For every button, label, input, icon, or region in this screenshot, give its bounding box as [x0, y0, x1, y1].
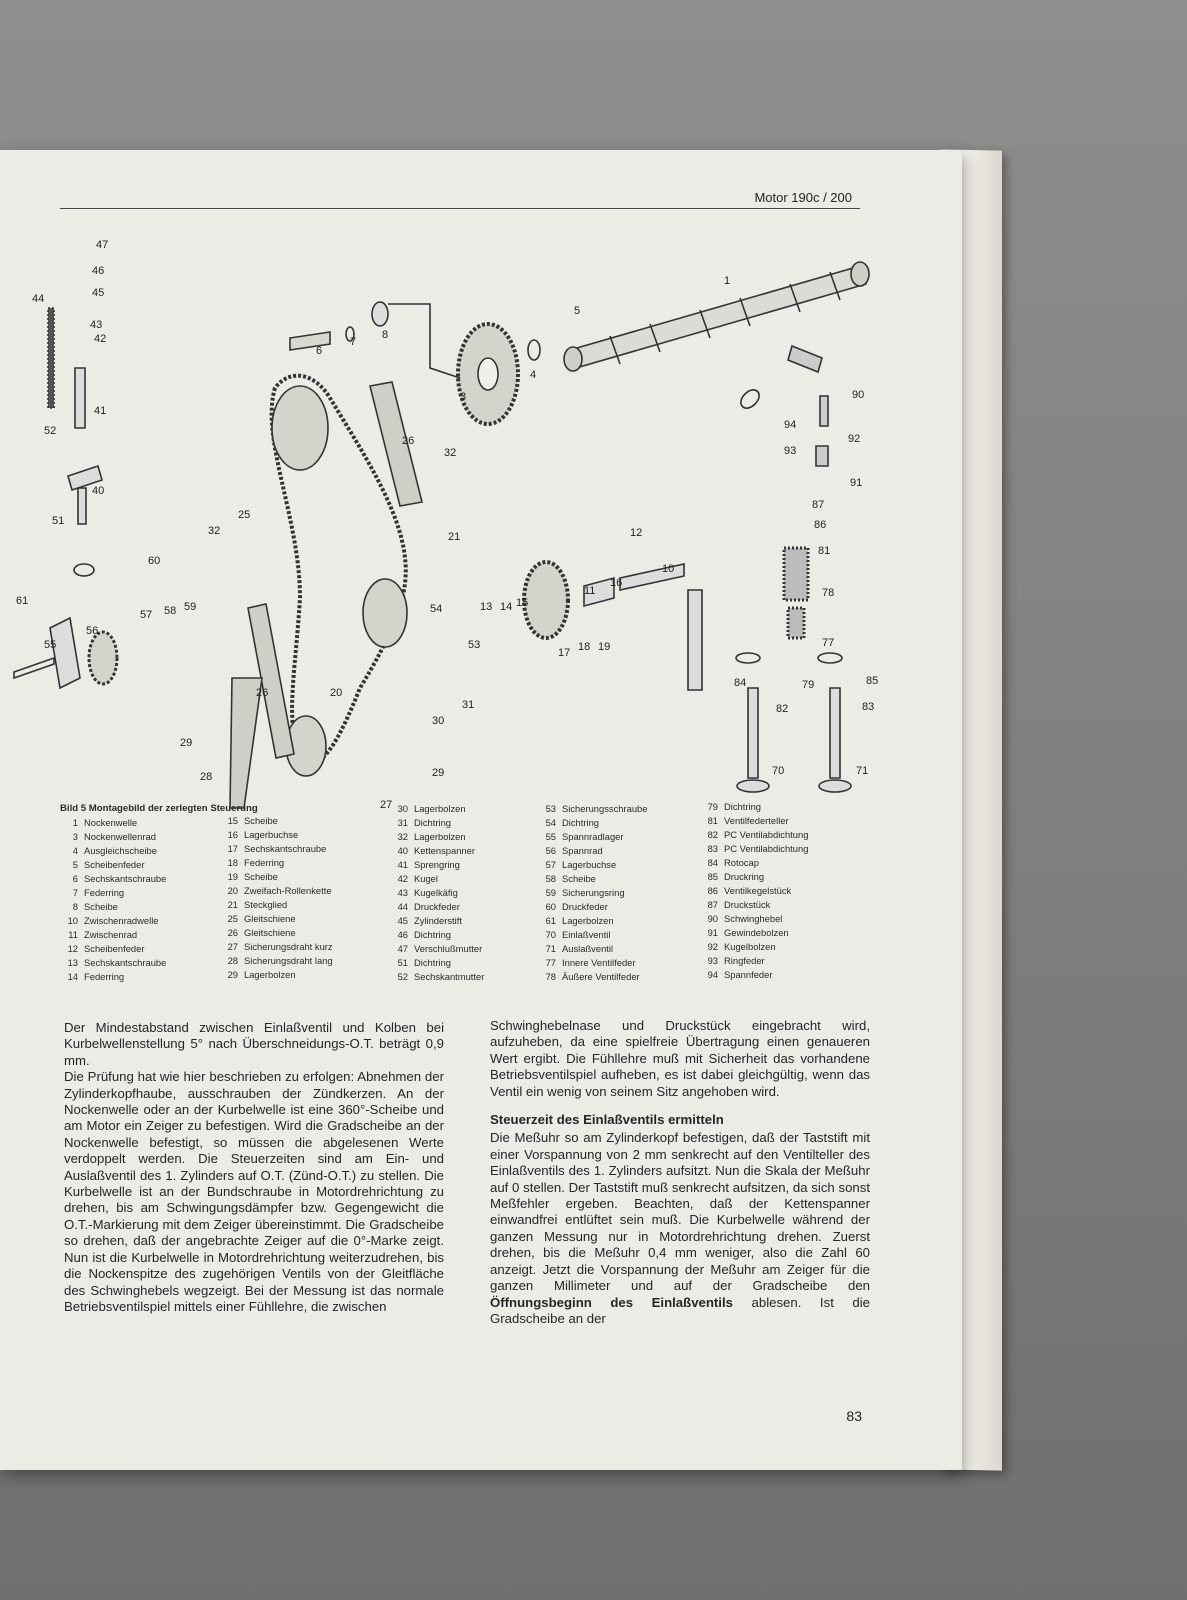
- legend-item-label: Spannradlager: [562, 831, 624, 842]
- svg-text:42: 42: [94, 333, 107, 345]
- legend-item-number: 8: [72, 901, 78, 912]
- legend-item: [700, 968, 808, 982]
- svg-text:58: 58: [164, 605, 177, 617]
- legend-item: [390, 816, 484, 830]
- legend-item-label: Dichtring: [414, 817, 451, 828]
- legend-item-number: 92: [707, 941, 718, 952]
- svg-text:26: 26: [402, 435, 415, 447]
- legend-item-label: Lagerbuchse: [244, 829, 299, 840]
- valve-illustration: [737, 688, 851, 792]
- legend-item: [700, 828, 808, 842]
- legend-item: [60, 970, 166, 984]
- legend-item: [220, 898, 333, 912]
- legend-item-number: 70: [545, 929, 556, 940]
- svg-text:53: 53: [468, 639, 481, 651]
- legend-item: [700, 912, 808, 926]
- legend-item-label: Sprengring: [414, 859, 460, 870]
- legend-item: [220, 912, 333, 926]
- legend-item: [60, 844, 166, 858]
- legend-item-label: Kugelkäfig: [414, 887, 458, 898]
- legend-item-label: Sechskantschraube: [244, 843, 327, 854]
- legend-item: [700, 842, 808, 856]
- legend-item-label: Lagerbolzen: [414, 831, 466, 842]
- legend-item: [700, 870, 808, 884]
- legend-item: [538, 830, 647, 844]
- legend-item-label: Äußere Ventilfeder: [562, 971, 640, 982]
- legend-item: [538, 914, 647, 928]
- legend-item: [390, 886, 484, 900]
- legend-item-number: 81: [707, 815, 718, 826]
- legend-item: [538, 942, 647, 956]
- svg-text:61: 61: [16, 595, 29, 607]
- legend-item-number: 61: [545, 915, 556, 926]
- legend-item-label: Ventilkegelstück: [724, 885, 792, 896]
- svg-text:94: 94: [784, 419, 797, 431]
- legend-item: [538, 970, 647, 984]
- svg-text:46: 46: [92, 265, 105, 277]
- legend-item: [700, 898, 808, 912]
- legend-item-number: 43: [397, 887, 408, 898]
- legend-item: [60, 900, 166, 914]
- svg-text:4: 4: [530, 369, 537, 381]
- legend-item-label: Sechskantschraube: [84, 873, 167, 884]
- legend-column-5: [700, 800, 808, 982]
- body-paragraph: Der Mindestabstand zwischen Einlaßventil und Kolben bei Kurbelwellenstellung 5° nach Überschneidungs-O.T. beträgt 0,9 mm.: [64, 1020, 444, 1068]
- svg-text:82: 82: [776, 703, 789, 715]
- legend-item-number: 82: [707, 829, 718, 840]
- body-paragraph: [490, 1130, 870, 1327]
- legend-item-number: 54: [545, 817, 556, 828]
- legend-item: [390, 942, 484, 956]
- svg-text:17: 17: [558, 647, 571, 659]
- svg-text:18: 18: [578, 641, 591, 653]
- legend-item-number: 42: [397, 873, 408, 884]
- legend-item-label: Kettenspanner: [414, 845, 475, 856]
- legend-item: [538, 844, 647, 858]
- legend-item: [538, 816, 647, 830]
- legend-item: [220, 954, 333, 968]
- body-paragraph: Schwinghebelnase und Druckstück eingebracht wird, aufzuheben, da eine spielfreie Übertragung einen genaueren Wert ergibt. Die Fühllehre muß mit Sicherheit das vorhandene Betriebsventilspiel aufheben, es ist dabei gleichgültig, wenn das Ventil ein wenig von seinem Sitz angehoben wird.: [490, 1018, 870, 1099]
- legend-item-label: PC Ventilabdichtung: [724, 829, 809, 840]
- legend-item-label: Sicherungsdraht lang: [244, 955, 333, 966]
- legend-item-label: Kugel: [414, 873, 438, 884]
- legend-item: [220, 884, 333, 898]
- legend-item-number: 6: [72, 873, 78, 884]
- legend-item-label: Zwischenrad: [84, 929, 138, 940]
- svg-text:93: 93: [784, 445, 797, 457]
- legend-item-label: Dichtring: [414, 929, 451, 940]
- legend-item-label: Sicherungsschraube: [562, 803, 648, 814]
- legend-item-number: 41: [397, 859, 408, 870]
- legend-item-number: 21: [227, 899, 238, 910]
- svg-text:5: 5: [574, 305, 581, 317]
- legend-item-label: Nockenwellenrad: [84, 831, 156, 842]
- legend-item: [220, 968, 333, 982]
- legend-item: [390, 802, 484, 816]
- svg-text:92: 92: [848, 433, 861, 445]
- legend-item-number: 52: [397, 971, 408, 982]
- svg-text:6: 6: [316, 345, 323, 357]
- bold-phrase: Öffnungsbeginn des Einlaßventils: [490, 1294, 733, 1310]
- svg-text:77: 77: [822, 637, 835, 649]
- legend-item-number: 91: [707, 927, 718, 938]
- svg-text:30: 30: [432, 715, 445, 727]
- legend-item: [60, 942, 166, 956]
- legend-item-label: Sicherungsdraht kurz: [244, 941, 333, 952]
- legend-item: [390, 928, 484, 942]
- legend-item: [700, 800, 808, 814]
- legend-item-number: 46: [397, 929, 408, 940]
- svg-text:86: 86: [814, 519, 827, 531]
- legend-item-number: 5: [72, 859, 78, 870]
- legend-item-label: Federring: [84, 887, 125, 898]
- legend-item-label: Lagerbuchse: [562, 859, 617, 870]
- legend-item: [390, 858, 484, 872]
- legend-item-label: Scheibe: [562, 873, 596, 884]
- svg-text:54: 54: [430, 603, 443, 615]
- legend-item-label: Schwinghebel: [724, 913, 783, 924]
- legend-item: [538, 956, 647, 970]
- legend-item-label: Lagerbolzen: [562, 915, 614, 926]
- legend-item: [390, 914, 484, 928]
- svg-text:59: 59: [184, 601, 197, 613]
- legend-item: [220, 870, 333, 884]
- legend-item-number: 71: [545, 943, 556, 954]
- svg-text:3: 3: [460, 391, 467, 403]
- legend-item-label: Federring: [84, 971, 125, 982]
- svg-text:8: 8: [382, 329, 389, 341]
- legend-item-number: 59: [545, 887, 556, 898]
- svg-text:45: 45: [92, 287, 105, 299]
- legend-item-number: 25: [227, 913, 238, 924]
- legend-item: [220, 856, 333, 870]
- svg-text:14: 14: [500, 601, 513, 613]
- legend-title: Bild 5 Montagebild der zerlegten Steuerung: [60, 803, 258, 814]
- legend-item-label: Sechskantmutter: [414, 971, 485, 982]
- legend-item: [538, 802, 647, 816]
- legend-item-number: 93: [707, 955, 718, 966]
- legend-item-label: Federring: [244, 857, 285, 868]
- legend-item-number: 20: [227, 885, 238, 896]
- legend-item: [390, 844, 484, 858]
- svg-text:19: 19: [598, 641, 611, 653]
- legend-item-label: Dichtring: [414, 957, 451, 968]
- svg-text:13: 13: [480, 601, 493, 613]
- svg-text:87: 87: [812, 499, 825, 511]
- legend-item-number: 58: [545, 873, 556, 884]
- body-column-right: [490, 1018, 870, 1327]
- svg-text:79: 79: [802, 679, 815, 691]
- svg-text:32: 32: [208, 525, 221, 537]
- legend-item-number: 16: [227, 829, 238, 840]
- legend-item-label: Scheibe: [84, 901, 118, 912]
- legend-item-number: 90: [707, 913, 718, 924]
- legend-item: [700, 940, 808, 954]
- legend-item: [60, 914, 166, 928]
- legend-item-number: 56: [545, 845, 556, 856]
- body-paragraph: Die Prüfung hat wie hier beschrieben zu erfolgen: Abnehmen der Zylinderkopfhaube, ausschrauben der Zündkerzen. An der Nockenwelle oder an der Kurbelwelle ist eine 360°-Scheibe und am Motor ein Zeiger zu befestigen. Wird die Gradscheibe an der Nockenwelle befestigt, so müssen die abgelesenen Werte verdoppelt werden. Die Steuerzeiten sind am Ein- und Auslaßventil des 1. Zylinders auf O.T. (Zünd-O.T.) zu stellen. Die Kurbelwelle ist an der Bundschraube in Motordrehrichtung zu drehen, bis am Schwingungsdämpfer bzw. Gegengewicht die O.T.-Markierung mit dem Zeiger übereinstimmt. Die Gradscheibe so drehen, daß der angebrachte Zeiger auf die 0°-Marke zeigt. Nun ist die Kurbelwelle in Motordrehrichtung weiterzudrehen, bis die Nockenspitze des zugehörigen Ventils von der Gleitfläche des Schwinghebels wegzeigt. Bei der Messung ist das normale Betriebsventilspiel mittels einer Fühllehre, die zwischen: [64, 1069, 444, 1314]
- legend-item-number: 32: [397, 831, 408, 842]
- svg-text:26: 26: [256, 687, 269, 699]
- legend-item-label: Scheibenfeder: [84, 943, 145, 954]
- running-header: Motor 190c / 200: [754, 190, 852, 205]
- legend-item-number: 44: [397, 901, 408, 912]
- legend-item: [60, 858, 166, 872]
- legend-item-number: 10: [67, 915, 78, 926]
- legend-item: [538, 928, 647, 942]
- svg-text:51: 51: [52, 515, 65, 527]
- legend-item-label: Lagerbolzen: [244, 969, 296, 980]
- legend-item-number: 45: [397, 915, 408, 926]
- legend-item: [538, 858, 647, 872]
- svg-text:32: 32: [444, 447, 457, 459]
- svg-text:60: 60: [148, 555, 161, 567]
- legend-item-number: 14: [67, 971, 78, 982]
- legend-item: [60, 928, 166, 942]
- legend-item-label: Lagerbolzen: [414, 803, 466, 814]
- legend-item: [538, 900, 647, 914]
- svg-text:90: 90: [852, 389, 865, 401]
- svg-text:15: 15: [516, 597, 529, 609]
- legend-item: [60, 830, 166, 844]
- legend-item: [390, 872, 484, 886]
- legend-item-number: 13: [67, 957, 78, 968]
- legend-item: [390, 900, 484, 914]
- legend-item: [220, 814, 333, 828]
- svg-text:84: 84: [734, 677, 747, 689]
- legend-item-number: 53: [545, 803, 556, 814]
- legend-column-1: [60, 816, 166, 984]
- legend-item-number: 60: [545, 901, 556, 912]
- svg-text:21: 21: [448, 531, 461, 543]
- svg-text:1: 1: [724, 275, 731, 287]
- legend-item: [390, 830, 484, 844]
- svg-text:31: 31: [462, 699, 475, 711]
- legend-item-number: 47: [397, 943, 408, 954]
- svg-text:29: 29: [432, 767, 445, 779]
- legend-item-label: Druckfeder: [414, 901, 460, 912]
- camshaft-sprocket-illustration: [458, 324, 518, 424]
- valve-spring-illustration: [784, 548, 808, 638]
- legend-item-label: Scheibe: [244, 871, 278, 882]
- legend-item-number: 30: [397, 803, 408, 814]
- legend-item-number: 28: [227, 955, 238, 966]
- legend-item-label: Innere Ventilfeder: [562, 957, 636, 968]
- legend-item: [60, 816, 166, 830]
- header-rule: [60, 208, 860, 209]
- svg-text:7: 7: [350, 336, 357, 348]
- legend-item-number: 15: [227, 815, 238, 826]
- legend-item: [390, 970, 484, 984]
- svg-text:10: 10: [662, 563, 675, 575]
- legend-item-label: Zwischenradwelle: [84, 915, 159, 926]
- chain-tensioner-illustration: [48, 308, 105, 576]
- legend-item-label: Ausgleichscheibe: [84, 845, 157, 856]
- svg-text:71: 71: [856, 765, 869, 777]
- legend-item-number: 3: [72, 831, 78, 842]
- legend-item-label: Einlaßventil: [562, 929, 611, 940]
- legend-item-number: 78: [545, 971, 556, 982]
- legend-item-label: Scheibenfeder: [84, 859, 145, 870]
- legend-item-label: Nockenwelle: [84, 817, 138, 828]
- legend-item-label: Steckglied: [244, 899, 288, 910]
- legend-item-label: Sechskantschraube: [84, 957, 167, 968]
- legend-item-number: 26: [227, 927, 238, 938]
- legend-item-label: Zylinderstift: [414, 915, 462, 926]
- legend-column-4: [538, 802, 647, 984]
- svg-text:25: 25: [238, 509, 251, 521]
- svg-text:28: 28: [200, 771, 213, 783]
- svg-text:29: 29: [180, 737, 193, 749]
- svg-text:55: 55: [44, 639, 57, 651]
- legend-item-number: 19: [227, 871, 238, 882]
- svg-text:27: 27: [380, 799, 393, 811]
- legend-item-number: 51: [397, 957, 408, 968]
- svg-text:91: 91: [850, 477, 863, 489]
- legend-item-number: 11: [68, 929, 78, 940]
- legend-item-number: 7: [72, 887, 78, 898]
- legend-item-number: 40: [397, 845, 408, 856]
- legend-item-label: Dichtring: [724, 801, 761, 812]
- legend-item: [700, 814, 808, 828]
- body-text: Die Meßuhr so am Zylinderkopf befestigen, daß der Taststift mit einer Vorspannung von 2 mm senkrecht auf den Ventilteller des Einlaßventils des 1. Zylinders aufsitzt. Nun die Skala der Meßuhr auf 0 stellen. Der Taststift muß senkrecht aufsitzen, da sich sonst Meßfehler ergeben. Beachten, daß der Kettenspanner einwandfrei entlüftet sein muß. Die Kurbelwelle während der ganzen Messung nur in Motordrehrichtung drehen. Zuerst drehen, bis die Meßuhr 0,4 mm weniger, also die Zahl 60 anzeigt. Jetzt die Vorspannung der Meßuhr am Zeiger für die ganzen Millimeter und auf der Gradscheibe den: [490, 1130, 870, 1294]
- svg-text:43: 43: [90, 319, 103, 331]
- figure-legend: [60, 802, 920, 992]
- legend-item: [220, 940, 333, 954]
- legend-item-number: 77: [545, 957, 556, 968]
- legend-item-label: Verschlußmutter: [414, 943, 483, 954]
- legend-item-number: 17: [227, 843, 238, 854]
- legend-item-number: 57: [545, 859, 556, 870]
- legend-item: [220, 926, 333, 940]
- legend-item-number: 79: [707, 801, 718, 812]
- svg-text:11: 11: [584, 585, 596, 597]
- legend-item-label: Druckstück: [724, 899, 771, 910]
- legend-item-label: Dichtring: [562, 817, 599, 828]
- svg-text:56: 56: [86, 625, 99, 637]
- legend-item-number: 94: [707, 969, 718, 980]
- legend-item-label: Ventilfederteller: [724, 815, 789, 826]
- legend-item: [60, 886, 166, 900]
- legend-item: [700, 926, 808, 940]
- legend-item-number: 18: [227, 857, 238, 868]
- svg-text:44: 44: [32, 293, 45, 305]
- svg-text:41: 41: [94, 405, 107, 417]
- section-heading: Steuerzeit des Einlaßventils ermitteln: [490, 1112, 724, 1128]
- legend-item-label: Auslaßventil: [562, 943, 614, 954]
- svg-text:52: 52: [44, 425, 57, 437]
- svg-text:47: 47: [96, 239, 109, 251]
- legend-item-number: 85: [707, 871, 718, 882]
- legend-item-number: 83: [707, 843, 718, 854]
- legend-item-number: 84: [707, 857, 718, 868]
- legend-item: [538, 886, 647, 900]
- camshaft-illustration: [564, 262, 869, 371]
- legend-item-label: Spannfeder: [724, 969, 773, 980]
- legend-column-2: [220, 814, 333, 982]
- legend-item-label: Zweifach-Rollenkette: [244, 885, 332, 896]
- legend-item-number: 1: [72, 817, 78, 828]
- legend-item: [390, 956, 484, 970]
- svg-text:16: 16: [610, 577, 623, 589]
- svg-text:81: 81: [818, 545, 831, 557]
- legend-item: [220, 828, 333, 842]
- legend-item-number: 12: [67, 943, 78, 954]
- legend-item: [700, 884, 808, 898]
- legend-item-number: 4: [72, 845, 78, 856]
- legend-item-label: Gleitschiene: [244, 913, 296, 924]
- legend-item-label: Gleitschiene: [244, 927, 296, 938]
- book-page: [0, 150, 962, 1470]
- legend-item-number: 29: [227, 969, 238, 980]
- legend-item-label: Spannrad: [562, 845, 603, 856]
- legend-item: [538, 872, 647, 886]
- svg-text:20: 20: [330, 687, 343, 699]
- legend-item-label: Rotocap: [724, 857, 759, 868]
- legend-item-number: 87: [707, 899, 718, 910]
- legend-item-label: PC Ventilabdichtung: [724, 843, 809, 854]
- legend-item-number: 86: [707, 885, 718, 896]
- legend-item-label: Scheibe: [244, 815, 278, 826]
- legend-item-label: Ringfeder: [724, 955, 765, 966]
- legend-item: [60, 956, 166, 970]
- svg-text:57: 57: [140, 609, 153, 621]
- legend-item-label: Kugelbolzen: [724, 941, 776, 952]
- svg-text:70: 70: [772, 765, 785, 777]
- page-number: 83: [846, 1408, 862, 1424]
- body-text: ablesen. Ist die Gradscheibe an der: [490, 1294, 870, 1326]
- legend-item-number: 55: [545, 831, 556, 842]
- legend-item-label: Sicherungsring: [562, 887, 625, 898]
- legend-item: [700, 856, 808, 870]
- legend-item-number: 27: [227, 941, 238, 952]
- svg-text:78: 78: [822, 587, 835, 599]
- legend-item: [60, 872, 166, 886]
- legend-item: [700, 954, 808, 968]
- body-column-left: [64, 1020, 444, 1315]
- legend-item-label: Druckring: [724, 871, 765, 882]
- legend-item-label: Druckfeder: [562, 901, 608, 912]
- svg-text:85: 85: [866, 675, 879, 687]
- legend-item-number: 31: [397, 817, 408, 828]
- legend-item: [220, 842, 333, 856]
- svg-text:12: 12: [630, 527, 643, 539]
- svg-text:40: 40: [92, 485, 105, 497]
- svg-text:83: 83: [862, 701, 875, 713]
- legend-column-3: [390, 802, 484, 984]
- legend-item-label: Gewindebolzen: [724, 927, 789, 938]
